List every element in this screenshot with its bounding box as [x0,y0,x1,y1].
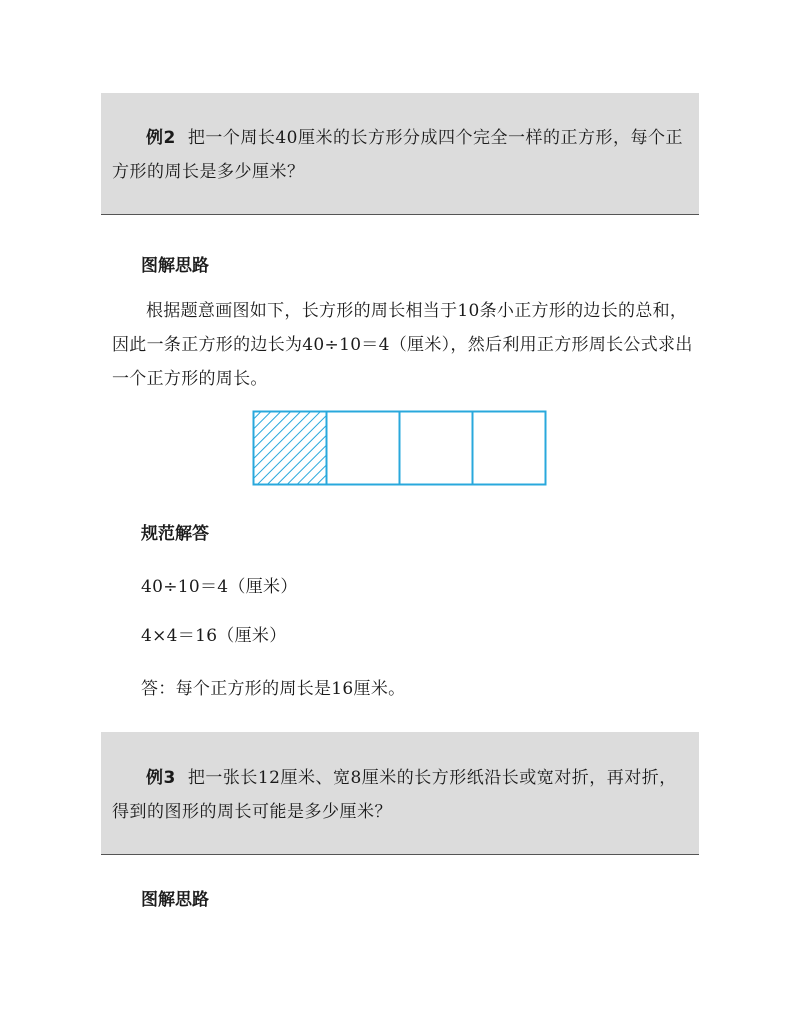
example-2-box [101,93,699,215]
example-2-label: 例2 [146,128,176,148]
solution-idea-heading-2: 图解思路 [141,890,209,910]
standard-answer-heading: 规范解答 [141,524,209,544]
solution-idea-heading: 图解思路 [141,256,209,276]
example-3-question: 把一张长12厘米、宽8厘米的长方形纸沿长或宽对折，再对折，得到的图形的周长可能是多少厘米？ [112,768,677,822]
square [400,412,473,485]
example-3-box [101,732,699,855]
calculation-line-1: 40÷10＝4（厘米） [141,577,298,597]
square [473,412,546,485]
example-3-label: 例3 [146,768,176,788]
square [327,412,400,485]
answer-line: 答：每个正方形的周长是16厘米。 [141,679,406,699]
squares-diagram [252,410,552,490]
solution-idea-paragraph: 根据题意画图如下，长方形的周长相当于10条小正方形的边长的总和，因此一条正方形的边长为40÷10＝4（厘米），然后利用正方形周长公式求出一个正方形的周长。 [112,301,693,389]
example-2-text [112,121,689,189]
shaded-square [254,412,327,485]
calculation-line-2: 4×4＝16（厘米） [141,626,287,646]
example-2-question: 把一个周长40厘米的长方形分成四个完全一样的正方形，每个正方形的周长是多少厘米？ [112,128,683,182]
example-3-text [112,761,689,829]
